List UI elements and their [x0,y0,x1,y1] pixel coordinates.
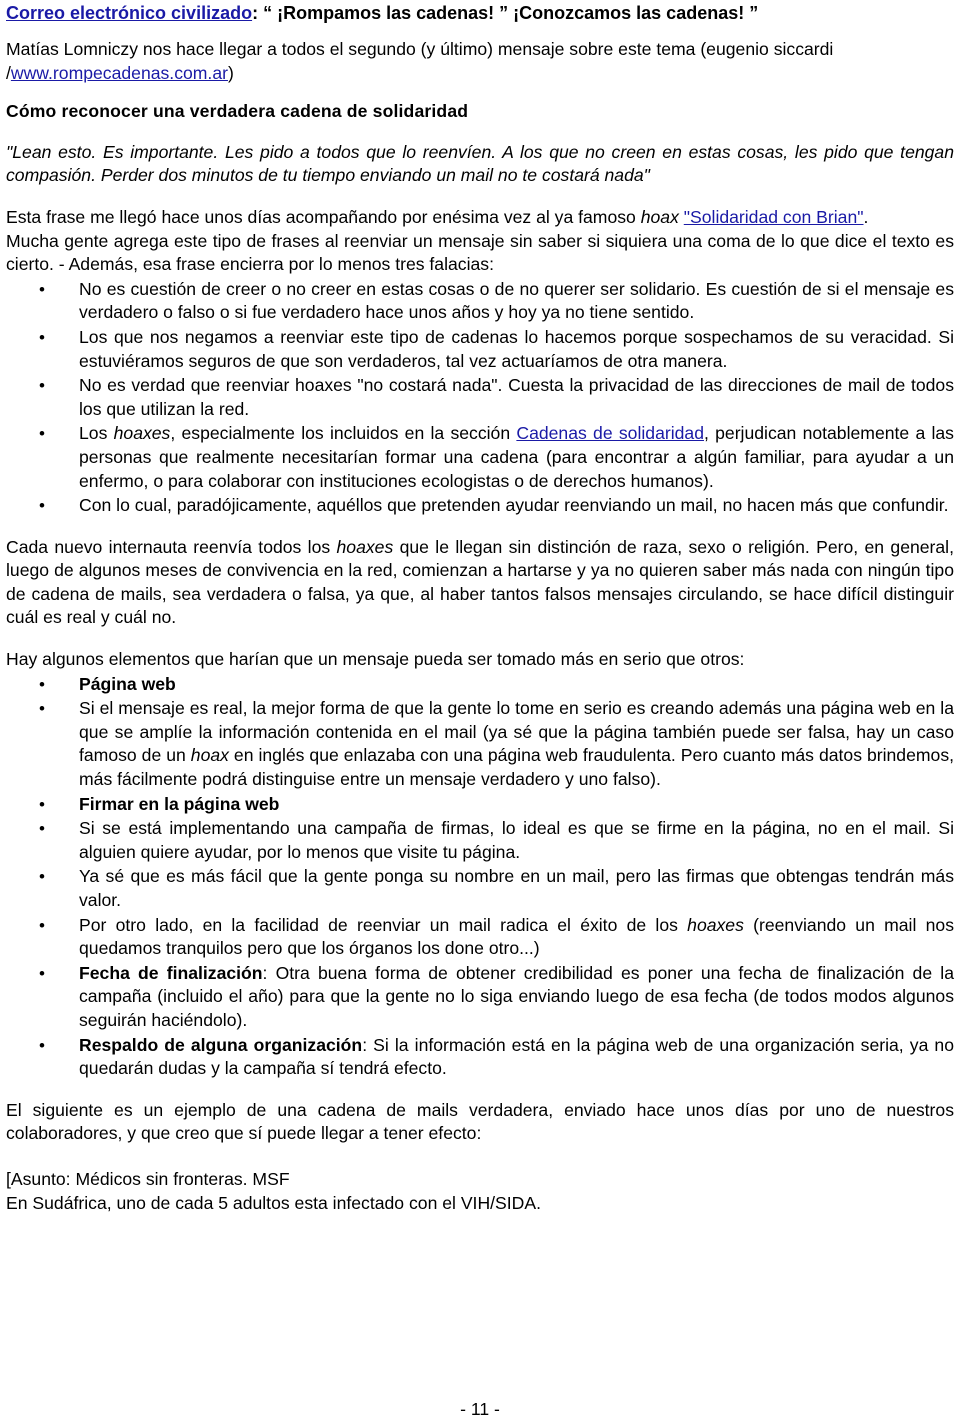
list-item-text: Los que nos negamos a reenviar este tipo de cadenas lo hacemos porque sospechamos de su veracidad. Si estuviéramos seguros de que son verdaderos, tal vez actuaríamos de otra manera. [79,326,954,371]
bullet-icon: • [39,1035,45,1055]
document-page [6,0,954,1215]
list-item-text: : Si la información está en la página web de una organización seria, ya no quedarán dudas y la campaña sí tendrá efecto. [79,1034,955,1079]
solidaridad-brian-link[interactable]: "Solidaridad con Brian" [683,206,864,227]
hoaxes-term: hoaxes [336,536,394,557]
rompecadenas-link[interactable]: www.rompecadenas.com.ar [10,62,228,83]
list-item-text: : Otra buena forma de obtener credibilidad es poner una fecha de finalización de la campaña (incluido el año) para que la gente no lo siga enviando luego de esa fecha (de todos modos algunos seguirán haciéndolo). [79,962,954,1030]
quote-paragraph: "Lean esto. Es importante. Les pido a todos que lo reenvíen. A los que no creen en estas cosas, les pido que tengan compasión. Perder dos minutos de tu tiempo enviando un mail no te costará nada" [6,141,954,186]
list-item [6,422,954,493]
list-item [6,817,954,864]
document-title [6,0,954,26]
bullet-icon: • [39,376,45,396]
example-line-1: [Asunto: Médicos sin fronteras. MSF [6,1168,290,1189]
hoax-term: hoax [640,206,679,227]
page-number: - 11 - [460,1399,500,1419]
intro-paragraph [6,38,954,85]
list-item-text: Ya sé que es más fácil que la gente ponga su nombre en un mail, pero las firmas que obtengas tendrán más valor. [79,866,954,910]
hoaxes-term: hoaxes [687,914,744,935]
bullet-icon: • [39,496,45,516]
intro-text: Matías Lomniczy nos hace llegar a todos el segundo (y último) mensaje sobre este tema (eugenio siccardi / [6,39,834,83]
list-item-text: , especialmente los incluidos en la sección [170,423,517,444]
list-item-heading: Página web [79,673,176,694]
list-item [6,1034,954,1081]
list-item-text: en inglés que enlazaba con una página web fraudulenta. Pero cuanto más datos brindemos, más fácilmente podrá distinguise entre un mensaje verdadero y uno falso). [79,745,955,790]
bullet-icon: • [39,674,45,694]
bullet-icon: • [39,794,45,814]
list-item-heading: Fecha de finalización [79,962,263,983]
list-item [6,865,954,912]
list-item-text: Por otro lado, en la facilidad de reenviar un mail radica el éxito de los [79,914,688,935]
paragraph-brian [6,206,954,230]
paragraph-fallacies-intro: Mucha gente agrega este tipo de frases al reenviar un mensaje sin saber si siquiera una coma de lo que dice el texto es cierto. - Además, esa frase encierra por lo menos tres falacias: [6,230,954,275]
paragraph-internauta [6,536,954,630]
list-item-heading: Respaldo de alguna organización [79,1034,363,1055]
paragraph-text: Cada nuevo internauta reenvía todos los [6,536,337,557]
bullet-icon: • [39,279,45,299]
list-item [6,697,954,791]
example-line-2: En Sudáfrica, uno de cada 5 adultos esta infectado con el VIH/SIDA. [6,1192,541,1213]
hoax-term: hoax [190,745,229,766]
elements-list [6,673,954,1081]
list-item-text: Los [79,423,114,444]
list-item-text: Si se está implementando una campaña de firmas, lo ideal es que se firme en la página, no en el mail. Si alguien quiere ayudar, por lo menos que visite tu página. [79,818,954,862]
paragraph-elements-intro: Hay algunos elementos que harían que un mensaje pueda ser tomado más en serio que otros: [6,649,745,670]
list-item [6,326,954,373]
list-item-text: No es verdad que reenviar hoaxes "no costará nada". Cuesta la privacidad de las direcciones de mail de todos los que utilizan la red. [79,375,954,419]
list-item-heading: Firmar en la página web [79,793,280,814]
bullet-icon: • [39,867,45,887]
list-item [6,374,954,421]
bullet-icon: • [39,819,45,839]
bullet-icon: • [39,327,45,347]
paragraph-brian-end: . [863,206,869,227]
list-item [6,962,954,1033]
list-item-text: , perjudican notablemente a las personas que realmente necesitarían formar una cadena (para encontrar a algún familiar, para ayudar a un enfermo, o para colaborar con instituciones ecologistas o de derechos humanos). [79,423,954,491]
bullet-icon: • [39,915,45,935]
paragraph-brian-text: Esta frase me llegó hace unos días acompañando por enésima vez al ya famoso [6,206,641,227]
bullet-icon: • [39,424,45,444]
paragraph-text: que le llegan sin distinción de raza, sexo o religión. Pero, en general, luego de algunos meses de convivencia en la red, comienzan a hartarse y ya no quieren saber más nada con ningún tipo de cadena de mails, sea verdadera o falsa, ya que, al haber tantos falsos mensajes circulando, se hace difícil distinguir cuál es real y cuál no. [6,536,954,628]
section-heading: Cómo reconocer una verdadera cadena de solidaridad [6,101,469,122]
paragraph-example-intro: El siguiente es un ejemplo de una cadena de mails verdadera, enviado hace unos días por uno de nuestros colaboradores, y que creo que sí puede llegar a tener efecto: [6,1099,954,1144]
cadenas-solidaridad-link[interactable]: Cadenas de solidaridad [516,423,704,444]
list-item-text: (reenviando un mail nos quedamos tranquilos pero que los órganos los done otro...) [79,914,954,959]
list-item [6,793,954,817]
bullet-icon: • [39,699,45,719]
title-link[interactable]: Correo electrónico civilizado [6,3,253,23]
title-text: : “ ¡Rompamos las cadenas! ” ¡Conozcamos las cadenas! ” [252,3,759,23]
list-item-text: Con lo cual, paradójicamente, aquéllos que pretenden ayudar reenviando un mail, no hacen más que confundir. [79,495,949,516]
list-item [6,914,954,961]
list-item-text: No es cuestión de creer o no creer en estas cosas o de no querer ser solidario. Es cuestión de si el mensaje es verdadero o falso o si fue verdadero hace unos años y hoy ya no tiene sentido. [79,278,954,323]
list-item [6,278,954,325]
intro-close: ) [227,62,234,83]
list-item [6,494,954,518]
fallacies-list [6,278,954,518]
hoaxes-term: hoaxes [113,423,171,444]
list-item-text: Si el mensaje es real, la mejor forma de que la gente lo tome en serio es creando además una página web en la que se amplíe la información contenida en el mail (ya sé que la página también puede ser falsa, hay un caso famoso de un [79,698,954,766]
bullet-icon: • [39,963,45,983]
list-item [6,673,954,697]
